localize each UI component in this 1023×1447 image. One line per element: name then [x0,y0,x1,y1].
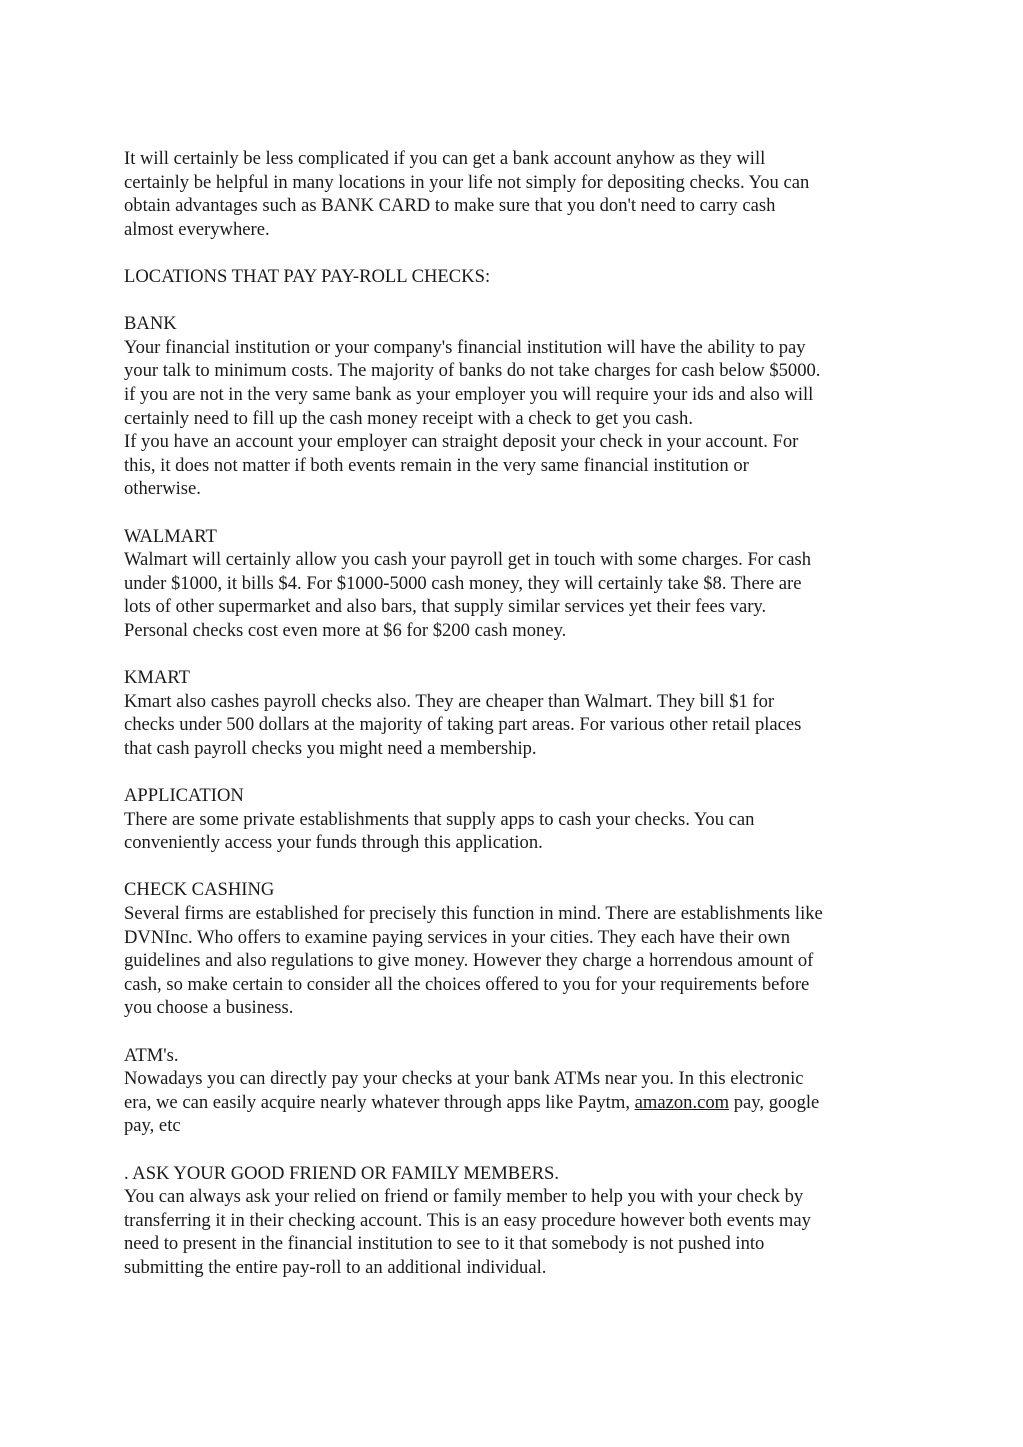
section-title: LOCATIONS THAT PAY PAY-ROLL CHECKS: [124,265,491,287]
friend-paragraph: You can always ask your relied on friend or family member to help you with your check by transferring it in their checking account. This is an easy procedure however both events may need to present in the financial institution to see to it that somebody is not pushed into submitting the entire pay-roll to an additional individual. [124,1186,811,1278]
application-section [124,784,914,855]
friend-heading: . ASK YOUR GOOD FRIEND OR FAMILY MEMBERS. [124,1162,559,1184]
atm-text-after-link: pay, google pay, etc [124,1091,820,1137]
intro-paragraph: It will certainly be less complicated if you can get a bank account anyhow as they will certainly be helpful in many locations in your life not simply for depositing checks. You can obtain advantages such as BANK CARD to make sure that you don't need to carry cash almost everywhere. [124,148,810,240]
kmart-paragraph: Kmart also cashes payroll checks also. They are cheaper than Walmart. They bill $1 for checks under 500 dollars at the majority of taking part areas. For various other retail places that cash payroll checks you might need a membership. [124,690,802,759]
atm-paragraph [124,1067,914,1138]
atm-heading: ATM's. [124,1044,179,1066]
document-page [124,147,914,1303]
kmart-heading: KMART [124,667,191,689]
amazon-link[interactable]: amazon.com [634,1091,730,1113]
section-title-block [124,265,914,289]
intro-block [124,147,914,241]
application-heading: APPLICATION [124,785,244,807]
atm-section [124,1044,914,1138]
bank-paragraph-1: Your financial institution or your company's financial institution will have the ability to pay your talk to minimum costs. The majority of banks do not take charges for cash below $5000. if you are not in the very same bank as your employer you will require your ids and also will certainly need to fill up the cash money receipt with a check to get you cash. [124,336,821,429]
friend-section [124,1162,914,1280]
bank-section [124,312,914,501]
check-cashing-section [124,878,914,1020]
application-paragraph: There are some private establishments that supply apps to cash your checks. You can conveniently access your funds through this application. [124,808,755,854]
bank-heading: BANK [124,313,177,335]
walmart-paragraph: Walmart will certainly allow you cash your payroll get in touch with some charges. For cash under $1000, it bills $4. For $1000-5000 cash money, they will certainly take $8. There are lots of other supermarket and also bars, that supply similar services yet their fees vary. Personal checks cost even more at $6 for $200 cash money. [124,549,811,641]
atm-text-before-link: Nowadays you can directly pay your checks at your bank ATMs near you. In this electronic era, we can easily acquire nearly whatever through apps like Paytm, [124,1068,804,1113]
walmart-section [124,525,914,643]
check-cashing-paragraph: Several firms are established for precisely this function in mind. There are establishments like DVNInc. Who offers to examine paying services in your cities. They each have their own guidelines and also regulations to give money. However they charge a horrendous amount of cash, so make certain to consider all the choices offered to you for your requirements before you choose a business. [124,903,823,1019]
walmart-heading: WALMART [124,525,217,547]
bank-paragraph-2: If you have an account your employer can straight deposit your check in your account. For this, it does not matter if both events remain in the very same financial institution or otherwise. [124,431,799,500]
kmart-section [124,666,914,760]
check-cashing-heading: CHECK CASHING [124,879,275,901]
